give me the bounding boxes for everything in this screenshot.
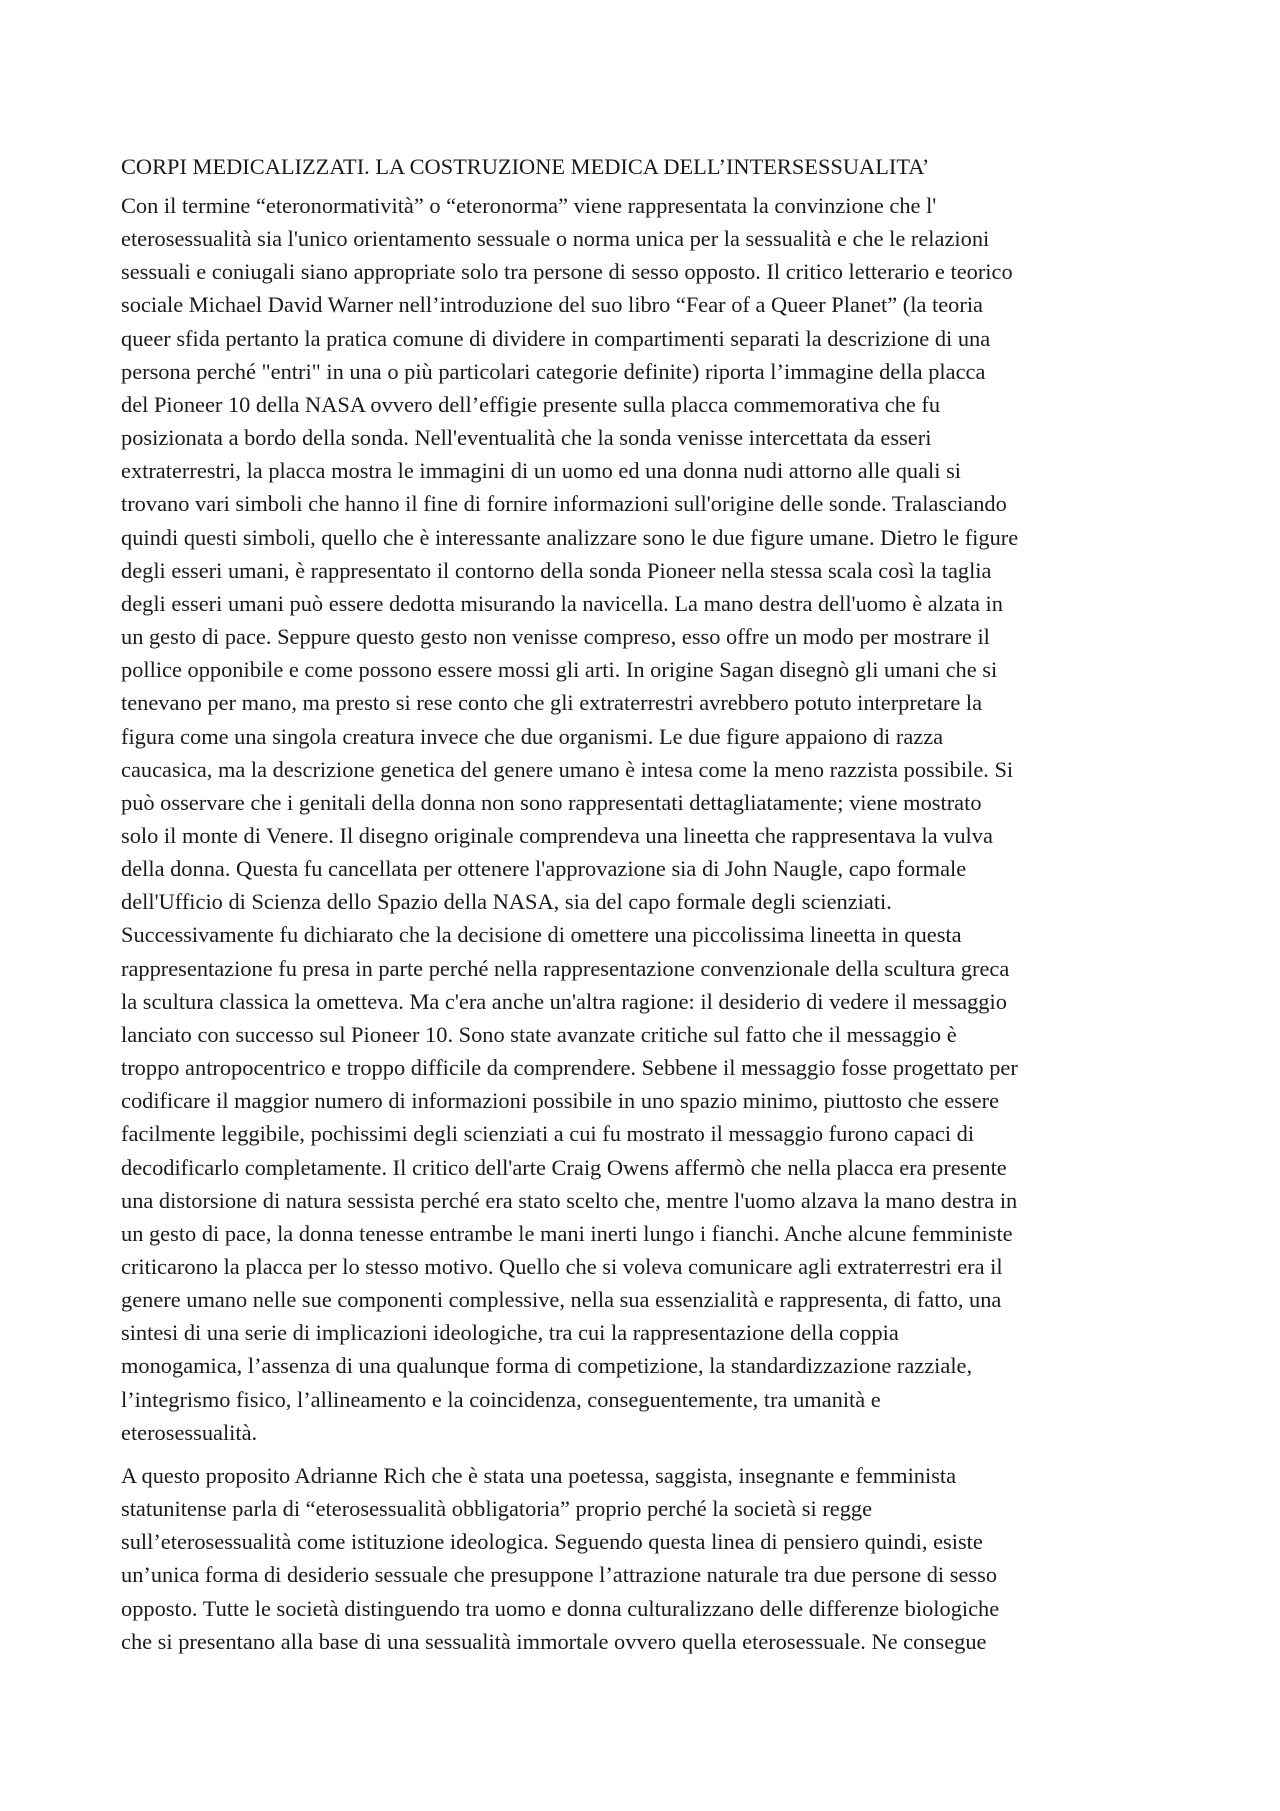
text-line: facilmente leggibile, pochissimi degli scienziati a cui fu mostrato il messaggio furono capaci di	[121, 1121, 975, 1147]
text-line: un’unica forma di desiderio sessuale che presuppone l’attrazione naturale tra due persone di sesso	[121, 1562, 998, 1588]
text-line: extraterrestri, la placca mostra le immagini di un uomo ed una donna nudi attorno alle quali si	[121, 458, 962, 484]
text-line: rappresentazione fu presa in parte perché nella rappresentazione convenzionale della scultura greca	[121, 955, 1010, 981]
text-line: dell'Ufficio di Scienza dello Spazio della NASA, sia del capo formale degli scienziati.	[121, 889, 892, 915]
text-line: persona perché "entri" in una o più particolari categorie definite) riporta l’immagine della placca	[121, 358, 986, 384]
text-line: codificare il maggior numero di informazioni possibile in uno spazio minimo, piuttosto che essere	[121, 1088, 1000, 1114]
text-line: può osservare che i genitali della donna non sono rappresentati dettagliatamente; viene mostrato	[121, 789, 982, 815]
text-line: una distorsione di natura sessista perché era stato scelto che, mentre l'uomo alzava la mano destra in	[121, 1187, 1018, 1213]
text-line: caucasica, ma la descrizione genetica del genere umano è intesa come la meno razzista possibile. Si	[121, 756, 1014, 782]
text-line: decodificarlo completamente. Il critico dell'arte Craig Owens affermò che nella placca era presente	[121, 1154, 1007, 1180]
text-line: eterosessualità.	[121, 1419, 258, 1445]
text-line: Con il termine “eteronormatività” o “eteronorma” viene rappresentata la convinzione che l'	[121, 193, 937, 218]
text-line: un gesto di pace. Seppure questo gesto non venisse compreso, esso offre un modo per mostrare il	[121, 624, 990, 650]
text-line: eterosessualità sia l'unico orientamento sessuale o norma unica per la sessualità e che le relazioni	[121, 226, 990, 252]
text-line: della donna. Questa fu cancellata per ottenere l'approvazione sia di John Naugle, capo formale	[121, 856, 967, 882]
text-line: l’integrismo fisico, l’allineamento e la coincidenza, conseguentemente, tra umanità e	[121, 1386, 881, 1412]
text-line: quindi questi simboli, quello che è interessante analizzare sono le due figure umane. Dietro le figure	[121, 524, 1019, 550]
paragraph-list	[121, 189, 1171, 1658]
text-line: pollice opponibile e come possono essere mossi gli arti. In origine Sagan disegnò gli umani che si	[121, 657, 998, 683]
text-line: lanciato con successo sul Pioneer 10. Sono state avanzate critiche sul fatto che il messaggio è	[121, 1021, 957, 1047]
text-line: opposto. Tutte le società distinguendo tra uomo e donna culturalizzano delle differenze biologiche	[121, 1595, 1000, 1621]
text-line: troppo antropocentrico e troppo difficile da comprendere. Sebbene il messaggio fosse progettato per	[121, 1055, 1018, 1081]
text-line: la scultura classica la ometteva. Ma c'era anche un'altra ragione: il desiderio di vedere il messaggio	[121, 988, 1007, 1014]
text-line: degli esseri umani può essere dedotta misurando la navicella. La mano destra dell'uomo è alzata in	[121, 590, 1003, 616]
text-line: sull’eterosessualità come istituzione ideologica. Seguendo questa linea di pensiero quindi, esiste	[121, 1529, 983, 1555]
text-line: posizionata a bordo della sonda. Nell'eventualità che la sonda venisse intercettata da esseri	[121, 425, 932, 451]
text-line: figura come una singola creatura invece che due organismi. Le due figure appaiono di razza	[121, 723, 944, 749]
text-line: sessuali e coniugali siano appropriate solo tra persone di sesso opposto. Il critico letterario e teorico	[121, 259, 1013, 285]
text-line: un gesto di pace, la donna tenesse entrambe le mani inerti lungo i fianchi. Anche alcune femministe	[121, 1220, 1013, 1246]
text-line: Successivamente fu dichiarato che la decisione di omettere una piccolissima lineetta in questa	[121, 922, 962, 948]
document-title: CORPI MEDICALIZZATI. LA COSTRUZIONE MEDICA DELL’INTERSESSUALITA’	[121, 154, 930, 179]
paragraph	[121, 1459, 1171, 1658]
text-line: trovano vari simboli che hanno il fine di fornire informazioni sull'origine delle sonde. Tralasciando	[121, 491, 1007, 517]
document-body	[121, 150, 1171, 1668]
text-line: A questo proposito Adrianne Rich che è stata una poetessa, saggista, insegnante e femminista	[121, 1462, 957, 1488]
paragraph	[121, 189, 1171, 1449]
text-line: sintesi di una serie di implicazioni ideologiche, tra cui la rappresentazione della coppia	[121, 1320, 899, 1346]
text-line: queer sfida pertanto la pratica comune di dividere in compartimenti separati la descrizione di una	[121, 325, 991, 351]
text-line: genere umano nelle sue componenti complessive, nella sua essenzialità e rappresenta, di fatto, una	[121, 1287, 1002, 1313]
text-line: statunitense parla di “eterosessualità obbligatoria” proprio perché la società si regge	[121, 1496, 873, 1522]
text-line: degli esseri umani, è rappresentato il contorno della sonda Pioneer nella stessa scala così la taglia	[121, 557, 992, 583]
text-line: criticarono la placca per lo stesso motivo. Quello che si voleva comunicare agli extraterrestri era il	[121, 1254, 1003, 1279]
text-line: tenevano per mano, ma presto si rese conto che gli extraterrestri avrebbero potuto interpretare la	[121, 690, 983, 716]
text-line: sociale Michael David Warner nell’introduzione del suo libro “Fear of a Queer Planet” (la teoria	[121, 292, 983, 318]
text-line: del Pioneer 10 della NASA ovvero dell’effigie presente sulla placca commemorativa che fu	[121, 391, 941, 417]
text-line: che si presentano alla base di una sessualità immortale ovvero quella eterosessuale. Ne consegue	[121, 1628, 987, 1654]
text-line: monogamica, l’assenza di una qualunque forma di competizione, la standardizzazione razziale,	[121, 1353, 973, 1379]
text-line: solo il monte di Venere. Il disegno originale comprendeva una lineetta che rappresentava la vulva	[121, 822, 993, 848]
